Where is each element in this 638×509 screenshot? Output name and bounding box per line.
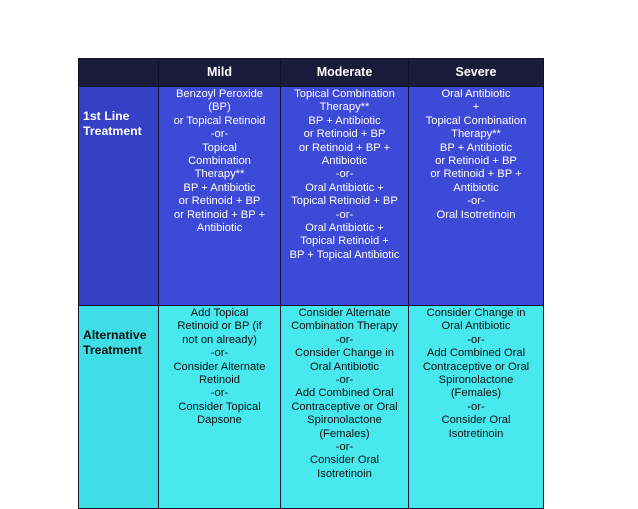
first-line-moderate-text: Topical Combination Therapy** BP + Antibiotic or Retinoid + BP or Retinoid + BP + Antibiotic -or- Oral Antibiotic + Topical Retinoid + BP -or- Oral Antibiotic + Topical Retinoid + BP + Topical Antibiotic [289, 88, 400, 261]
acne-treatment-table [78, 58, 544, 509]
alternative-mild-text: Add Topical Retinoid or BP (if not on already) -or- Consider Alternate Retinoid -or- Consider Topical Dapsone [173, 307, 266, 427]
header-moderate: Moderate [281, 59, 409, 87]
alternative-severe-cell [409, 306, 544, 509]
first-line-mild-text: Benzoyl Peroxide (BP) or Topical Retinoid -or- Topical Combination Therapy** BP + Antibiotic or Retinoid + BP or Retinoid + BP + Antibiotic [173, 88, 266, 235]
alternative-moderate-text: Consider Alternate Combination Therapy -or- Consider Change in Oral Antibiotic -or- Add Combined Oral Contraceptive or Oral Spironolactone (Females) -or- Consider Oral Isotretinoin [291, 307, 398, 480]
alternative-label: Alternative Treatment [79, 306, 159, 509]
header-row [79, 59, 544, 87]
first-line-mild-cell [159, 87, 281, 306]
header-severe: Severe [409, 59, 544, 87]
alternative-severe-text: Consider Change in Oral Antibiotic -or- Add Combined Oral Contraceptive or Oral Spironolactone (Females) -or- Consider Oral Isotretinoin [422, 307, 530, 440]
first-line-severe-text: Oral Antibiotic + Topical Combination Therapy** BP + Antibiotic or Retinoid + BP or Retinoid + BP + Antibiotic -or- Oral Isotretinoin [425, 88, 527, 221]
alternative-moderate-cell [281, 306, 409, 509]
first-line-severe-cell [409, 87, 544, 306]
alternative-row [79, 306, 544, 509]
first-line-row [79, 87, 544, 306]
first-line-moderate-cell [281, 87, 409, 306]
alternative-mild-cell [159, 306, 281, 509]
first-line-label: 1st Line Treatment [79, 87, 159, 306]
header-corner-cell [79, 59, 159, 87]
header-mild: Mild [159, 59, 281, 87]
